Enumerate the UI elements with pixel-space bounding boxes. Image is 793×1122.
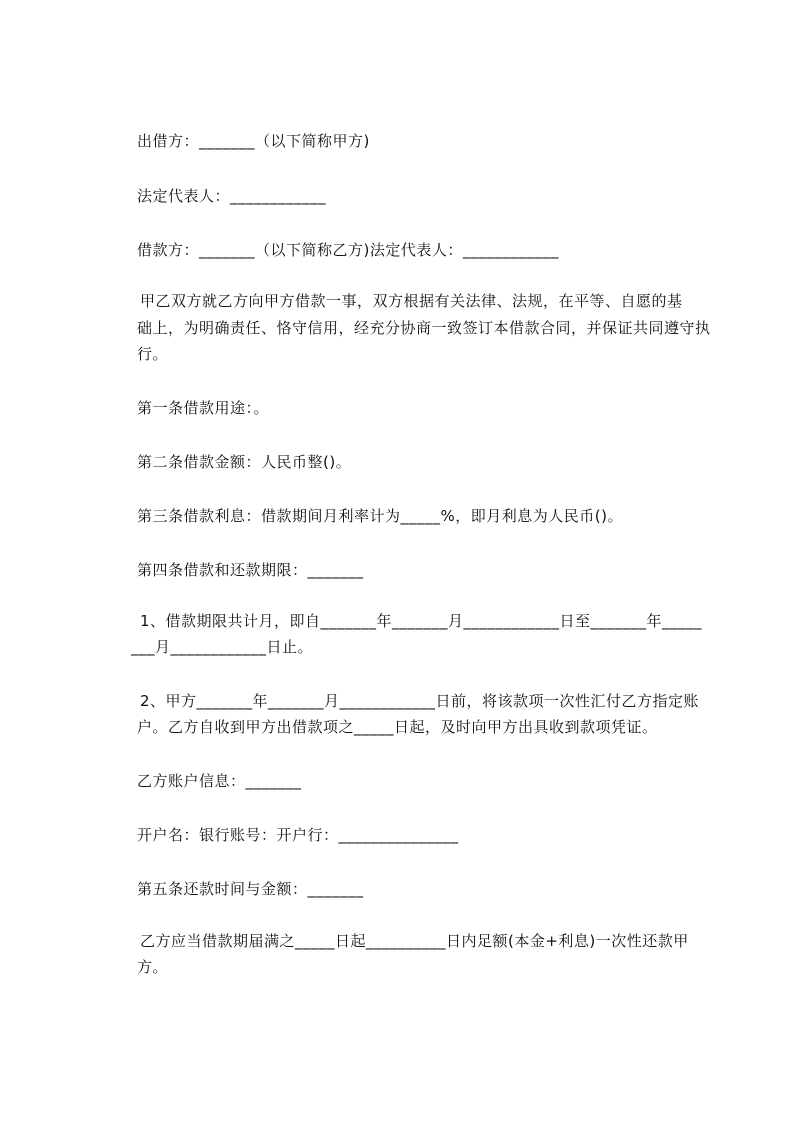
article-4-loan-term: 第四条借款和还款期限：_______ <box>137 561 364 579</box>
article-1-loan-purpose: 第一条借款用途：。 <box>137 399 270 417</box>
account-info: 乙方账户信息：_______ <box>137 772 302 790</box>
account-details: 开户名：银行账号：开户行：_______________ <box>137 826 459 844</box>
preamble-line-3: 行。 <box>137 345 169 363</box>
clause-4-1-line-2: ___月____________日止。 <box>131 638 314 656</box>
article-2-loan-amount: 第二条借款金额：人民币整()。 <box>137 453 352 471</box>
repayment-line-2: 方。 <box>137 958 169 976</box>
clause-4-1-line-1: 1、借款期限共计月，即自_______年_______月____________日至_______年_____ <box>140 612 703 630</box>
preamble-line-2: 础上，为明确责任、恪守信用，经充分协商一致签订本借款合同，并保证共同遵守执 <box>137 319 711 337</box>
repayment-line-1: 乙方应当借款期届满之_____日起__________日内足额(本金+利息)一次性还款甲 <box>140 932 689 950</box>
preamble-line-1: 甲乙双方就乙方向甲方借款一事，双方根据有关法律、法规，在平等、自愿的基 <box>140 292 683 310</box>
lender-representative-line: 法定代表人：____________ <box>137 187 327 205</box>
article-5-repayment: 第五条还款时间与金额：_______ <box>137 880 364 898</box>
clause-4-2-line-1: 2、甲方_______年_______月____________日前，将该款项一次性汇付乙方指定账 <box>140 692 700 710</box>
clause-4-2-line-2: 户。乙方自收到甲方出借款项之_____日起，及时向甲方出具收到款项凭证。 <box>137 718 658 736</box>
article-3-loan-interest: 第三条借款利息：借款期间月利率计为_____%，即月利息为人民币()。 <box>137 507 623 525</box>
borrower-line: 借款方：_______（以下简称乙方)法定代表人：____________ <box>137 241 559 259</box>
lender-line: 出借方：_______（以下简称甲方) <box>137 132 370 150</box>
